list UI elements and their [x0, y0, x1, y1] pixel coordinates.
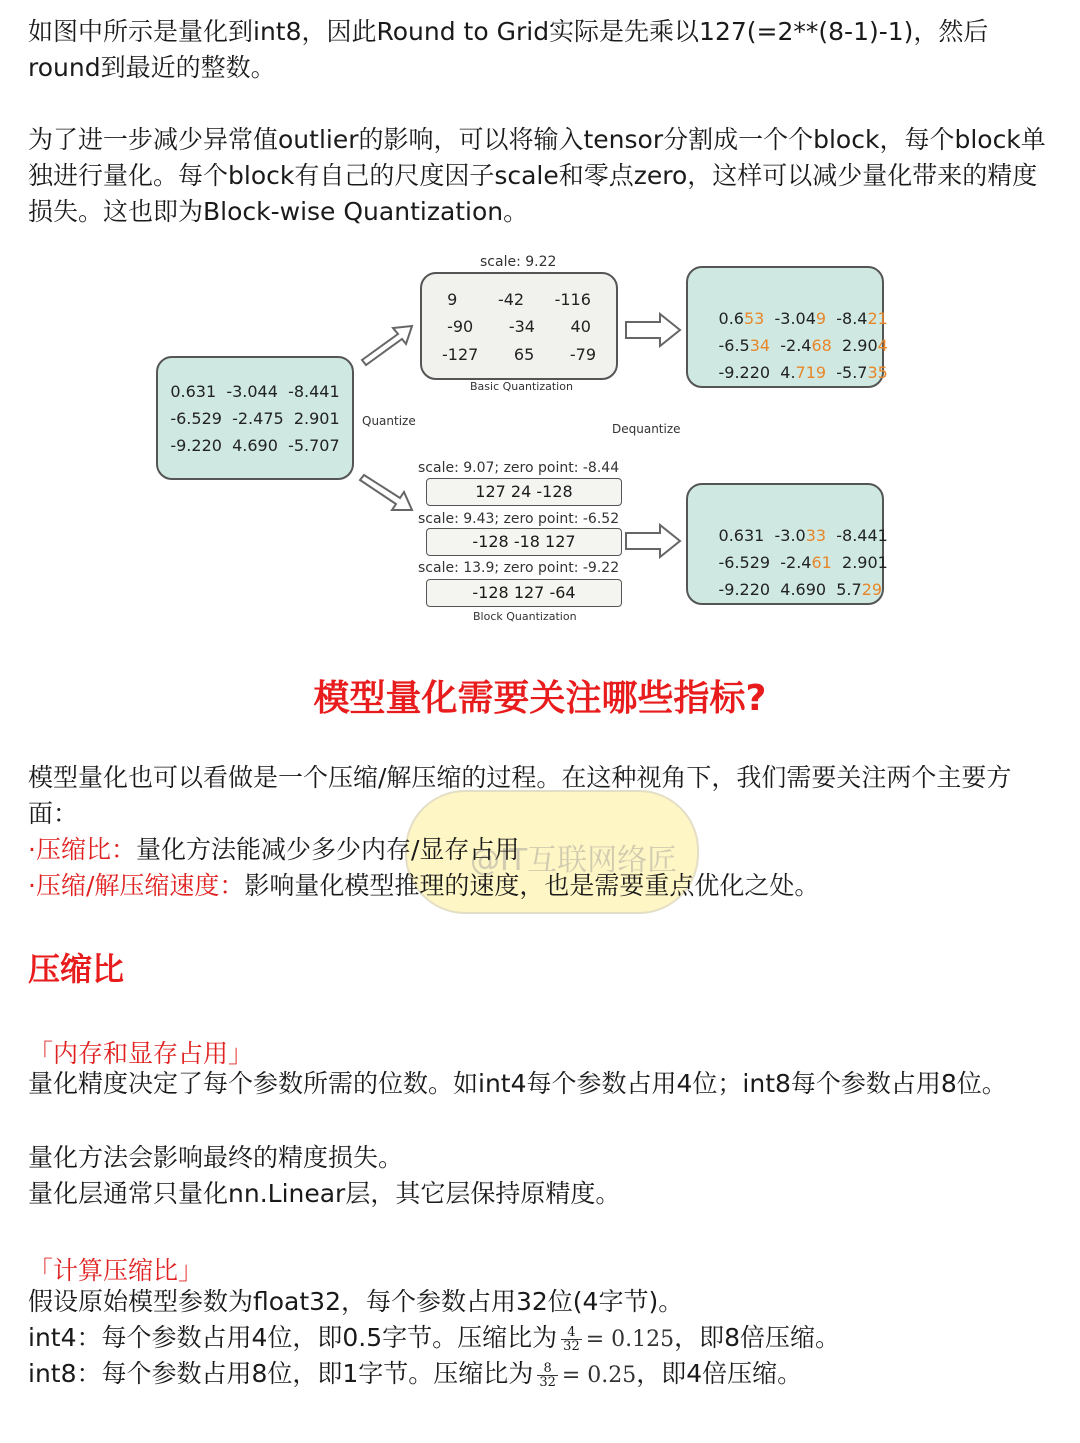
- intro-paragraph-2: 为了进一步减少异常值outlier的影响，可以将输入tensor分割成一个个block，每个block单独进行量化。每个block有自己的尺度因子scale和零点zero，这样可以减少量化带来的精度损失。这也即为Block-wise Quantization。: [28, 125, 1046, 226]
- int4-fraction: $\frac{4}{32}$: [563, 1324, 580, 1354]
- block-scale-label: scale: 9.07; zero point: -8.44: [418, 460, 620, 476]
- basic-quant-row: 9 -42 -116: [447, 290, 591, 309]
- arrow-to-basic-icon: [362, 326, 412, 365]
- block-dequant-row: -9.220 4.690 5.729: [718, 580, 883, 599]
- block-quant-caption: Block Quantization: [473, 610, 577, 623]
- basic-quant-caption: Basic Quantization: [470, 380, 573, 393]
- arrow-to-block-icon: [360, 475, 412, 510]
- bullet-speed: [28, 868, 819, 904]
- block-dequant-matrix: [686, 483, 888, 605]
- calc-subheading: 「计算压缩比」: [28, 1256, 204, 1285]
- memory-line-2: 量化方法会影响最终的精度损失。: [28, 1143, 404, 1172]
- bullet-label: ·压缩比：: [28, 835, 136, 864]
- quantization-diagram: [150, 248, 890, 633]
- bullet-label: ·压缩/解压缩速度：: [28, 871, 245, 900]
- basic-quant-row: -90 -34 40: [447, 317, 591, 336]
- calc-line-1: 假设原始模型参数为float32，每个参数占用32位(4字节)。: [28, 1287, 684, 1316]
- block-quant-row: -128 -18 127: [426, 528, 622, 556]
- input-matrix: [156, 356, 354, 480]
- bullet-text: 影响量化模型推理的速度，也是需要重点优化之处。: [244, 871, 820, 900]
- int8-fraction: $\frac{8}{32}$: [539, 1360, 556, 1390]
- input-row: -6.529 -2.475 2.901: [170, 409, 340, 428]
- block-quant-row: -128 127 -64: [426, 579, 622, 607]
- arrow-block-dequant-icon: [626, 525, 680, 557]
- memory-line-1: 量化精度决定了每个参数所需的位数。如int4每个参数占用4位；int8每个参数占用8位。: [28, 1069, 1007, 1098]
- block-scale-label: scale: 9.43; zero point: -6.52: [418, 511, 620, 527]
- compression-heading: 压缩比: [28, 950, 125, 988]
- int4-line: int4：每个参数占用4位，即0.5字节。压缩比为 $\frac{4}{32}$ = 0.125，即8倍压缩。: [28, 1323, 841, 1354]
- basic-dequant-row: 0.653 -3.049 -8.421: [718, 309, 888, 328]
- intro-paragraph-1: 如图中所示是量化到int8，因此Round to Grid实际是先乘以127(=2**(8-1)-1)，然后round到最近的整数。: [28, 17, 989, 82]
- block-quant-row: 127 24 -128: [426, 478, 622, 506]
- basic-scale-label: scale: 9.22: [480, 254, 557, 270]
- basic-quant-row: -127 65 -79: [441, 345, 596, 364]
- block-dequant-row: 0.631 -3.033 -8.441: [718, 526, 888, 545]
- section-intro: 模型量化也可以看做是一个压缩/解压缩的过程。在这种视角下，我们需要关注两个主要方面：: [28, 763, 1012, 828]
- watermark-text: @IT互联网络匠: [470, 843, 678, 878]
- bullet-compression-ratio: [28, 832, 519, 868]
- arrow-basic-dequant-icon: [626, 314, 680, 346]
- basic-dequant-row: -9.220 4.719 -5.735: [718, 363, 888, 382]
- int8-line: int8：每个参数占用8位，即1字节。压缩比为 $\frac{8}{32}$ = 0.25，即4倍压缩。: [28, 1359, 803, 1390]
- section-title: 模型量化需要关注哪些指标?: [313, 678, 767, 719]
- memory-subheading: 「内存和显存占用」: [28, 1039, 254, 1068]
- input-row: 0.631 -3.044 -8.441: [170, 382, 340, 401]
- block-dequant-row: -6.529 -2.461 2.901: [718, 553, 888, 572]
- quantize-label: Quantize: [362, 414, 416, 428]
- block-scale-label: scale: 13.9; zero point: -9.22: [418, 560, 620, 576]
- dequantize-label: Dequantize: [612, 422, 681, 436]
- input-row: -9.220 4.690 -5.707: [170, 436, 340, 455]
- bullet-text: 量化方法能减少多少内存/显存占用: [135, 835, 520, 864]
- basic-dequant-row: -6.534 -2.468 2.904: [718, 336, 888, 355]
- basic-dequant-matrix: [686, 266, 888, 388]
- memory-line-3: 量化层通常只量化nn.Linear层，其它层保持原精度。: [28, 1179, 621, 1208]
- basic-quant-matrix: [420, 272, 618, 380]
